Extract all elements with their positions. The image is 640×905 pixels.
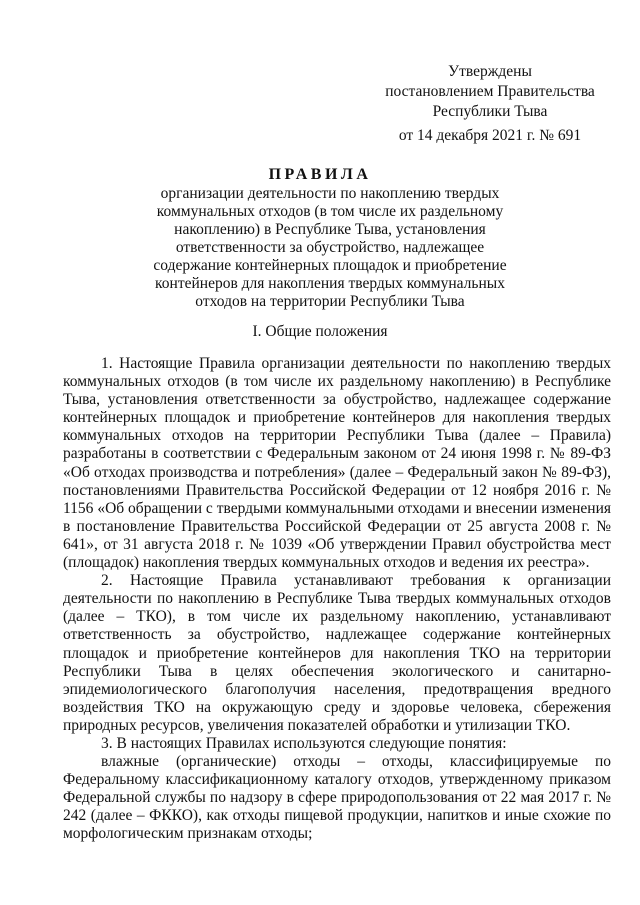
subtitle-line: содержание контейнерных площадок и приобретение (153, 257, 507, 274)
document-body (63, 355, 611, 844)
approval-line-approved: Утверждены (448, 63, 532, 80)
approval-date: от 14 декабря 2021 г. № 691 (398, 127, 582, 144)
section-title: I. Общие положения (252, 323, 388, 340)
paragraph-3: 3. В настоящих Правилах используются следующие понятия: (101, 734, 507, 752)
paragraph-definition-wet-waste: влажные (органические) отходы – отходы, классифицируемые по Федеральному классификационному каталогу отходов, утвержденному приказом Федеральной службы по надзору в сфере природопользования от 22 мая 2017 г. № 242 (далее – ФККО), как отходы пищевой продукции, напитков и иные схожие по морфологическим признакам отходы; (63, 753, 611, 843)
subtitle-line: контейнеров для накопления твердых коммунальных (155, 275, 505, 292)
paragraph-1: 1. Настоящие Правила организации деятельности по накоплению твердых коммунальных отходов (в том числе их раздельному накоплению) в Республике Тыва, установления ответственности за обустройство, надлежащее содержание контейнерных площадок и приобретение контейнеров для накопления твердых коммунальных отходов на территории Республики Тыва (далее – Правила) разработаны в соответствии с Федеральным законом от 24 июня 1998 г. № 89-ФЗ «Об отходах производства и потребления» (далее – Федеральный закон № 89-ФЗ), постановлениями Правительства Российской Федерации от 12 ноября 2016 г. № 1156 «Об обращении с твердыми коммунальными отходами и внесении изменения в постановление Правительства Российской Федерации от 25 августа 2008 г. № 641», от 31 августа 2018 г. № 1039 «Об утверждении Правил обустройства мест (площадок) накопления твердых коммунальных отходов и ведения их реестра». (63, 355, 611, 572)
approval-stamp (370, 62, 610, 122)
approval-line-by-resolution: постановлением Правительства (385, 83, 595, 100)
paragraph-2: 2. Настоящие Правила устанавливают требования к организации деятельности по накоплению в Республике Тыва твердых коммунальных отходов (далее – ТКО), в том числе их раздельному накоплению, устанавливают ответственность за обустройство, надлежащее содержание контейнерных площадок и приобретение контейнеров для накопления ТКО на территории Республики Тыва в целях обеспечения экологического и санитарно-эпидемиологического благополучия населения, предотвращения вредного воздействия ТКО на окружающую среду и здоровье человека, сбережения природных ресурсов, увеличения показателей обработки и утилизации ТКО. (63, 572, 611, 734)
document-title: ПРАВИЛА (268, 166, 372, 183)
subtitle-line: ответственности за обустройство, надлежащее (175, 239, 485, 256)
subtitle-line: коммунальных отходов (в том числе их раздельному (156, 203, 504, 220)
approval-line-republic: Республики Тыва (432, 103, 548, 120)
subtitle-line: отходов на территории Республики Тыва (195, 293, 465, 310)
document-subtitle (140, 185, 520, 311)
subtitle-line: накоплению) в Республике Тыва, установления (174, 221, 486, 238)
subtitle-line: организации деятельности по накоплению твердых (160, 185, 500, 202)
